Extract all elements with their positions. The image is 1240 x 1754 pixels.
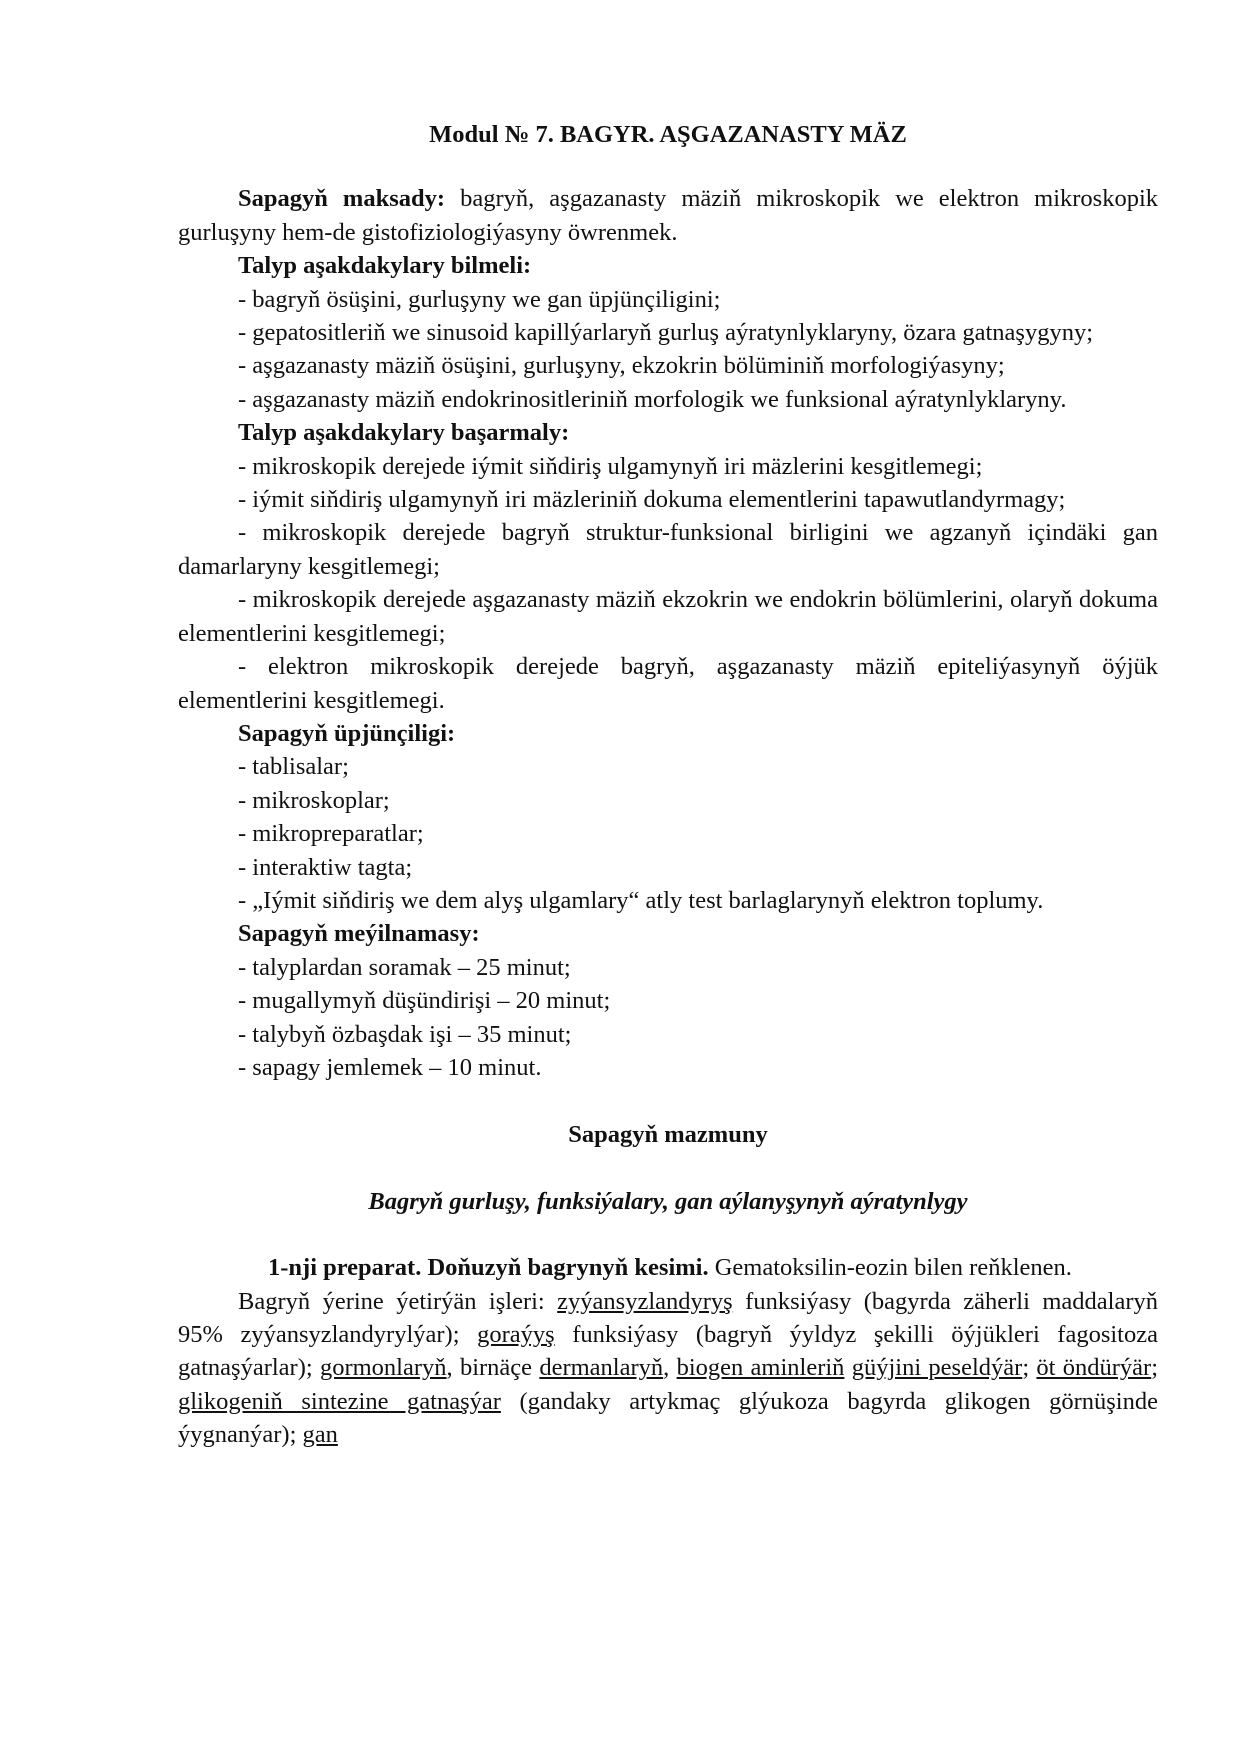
list-item: - mikroskopik derejede bagryň struktur-funksional birligini we agzanyň içindäki gan damarlaryny kesgitlemegi;: [178, 519, 1158, 580]
must-do-heading: Talyp aşakdakylary başarmaly:: [238, 419, 570, 447]
list-item: - aşgazanasty mäziň endokrinositleriniň morfologik we funksional aýratynlyklaryny.: [238, 385, 1067, 413]
goal-text: bagryň, aşgazanasty mäziň mikroskopik we elektron mikroskopik gurluşyny hem-de gistofiziologiýasyny öwrenmek.: [178, 185, 1158, 246]
list-item: - iýmit siňdiriş ulgamynyň iri mäzleriniň dokuma elementlerini tapawutlandyrmagy;: [238, 486, 1066, 514]
preparat-paragraph: [178, 1251, 1158, 1284]
preparat-label: 1-nji preparat. Doňuzyň bagrynyň kesimi.: [268, 1254, 709, 1282]
must-know-heading: Talyp aşakdakylary bilmeli:: [238, 252, 532, 280]
underlined-term: güýjini peseldýär: [851, 1354, 1023, 1382]
underlined-term: biogen aminleriň: [676, 1354, 845, 1382]
content-heading: Sapagyň mazmuny: [568, 1121, 768, 1149]
list-item: - interaktiw tagta;: [238, 853, 413, 881]
list-item: - mikroskoplar;: [238, 786, 390, 814]
underlined-term: gan: [302, 1421, 338, 1449]
paragraph-text: Bagryň ýerine ýetirýän işleri:: [238, 1287, 558, 1315]
list-item: - mikropreparatlar;: [238, 820, 424, 848]
paragraph-text: [844, 1354, 851, 1381]
functions-paragraph: [178, 1285, 1158, 1452]
list-item: - bagryň ösüşini, gurluşyny we gan üpjünçiligini;: [238, 285, 721, 313]
list-item: - talybyň özbaşdak işi – 35 minut;: [238, 1020, 572, 1048]
underlined-term: gormonlaryň: [319, 1354, 447, 1382]
section-heading: Bagryň gurluşy, funksiýalary, gan aýlanyşynyň aýratynlygy: [368, 1187, 968, 1215]
list-item: - „Iýmit siňdiriş we dem alyş ulgamlary“ atly test barlaglarynyň elektron toplumy.: [238, 886, 1044, 914]
document-body: [178, 118, 1158, 1452]
list-item: - talyplardan soramak – 25 minut;: [238, 953, 571, 981]
preparat-text: Gematoksilin-eozin bilen reňklenen.: [708, 1254, 1072, 1282]
list-item: - aşgazanasty mäziň ösüşini, gurluşyny, ekzokrin bölüminiň morfologiýasyny;: [238, 352, 1005, 380]
paragraph-text: funksiýasy (bagryň ýyldyz şekilli öýjükleri fagositoza gatnaşýarlar);: [178, 1321, 1158, 1382]
underlined-term: zyýansyzlandyryş: [557, 1287, 733, 1315]
list-item: - mikroskopik derejede iýmit siňdiriş ulgamynyň iri mäzlerini kesgitlemegi;: [238, 452, 983, 480]
goal-paragraph: [178, 182, 1158, 249]
list-item: - sapagy jemlemek – 10 minut.: [238, 1053, 542, 1081]
list-item: - gepatositleriň we sinusoid kapillýarlaryň gurluş aýratynlyklaryny, özara gatnaşygyny;: [238, 319, 1093, 347]
underlined-term: dermanlaryň: [539, 1354, 664, 1382]
paragraph-text: (gandaky artykmaç glýukoza bagyrda glikogen görnüşinde ýygnanýar);: [178, 1387, 1158, 1449]
page-title: Modul № 7. BAGYR. AŞGAZANASTY MÄZ: [429, 121, 907, 148]
paragraph-text: funksiýasy (bagyrda zäherli maddalaryň 95% zyýansyzlandyrylýar);: [178, 1287, 1158, 1348]
goal-label: Sapagyň maksady:: [238, 185, 446, 213]
paragraph-text: ;: [1151, 1354, 1159, 1382]
list-item: - tablisalar;: [238, 753, 349, 781]
list-item: - mugallymyň düşündirişi – 20 minut;: [238, 987, 611, 1015]
paragraph-text: , birnäçe: [446, 1354, 540, 1382]
plan-heading: Sapagyň meýilnamasy:: [238, 920, 480, 948]
supply-heading: Sapagyň üpjünçiligi:: [238, 719, 456, 747]
list-item: - elektron mikroskopik derejede bagryň, aşgazanasty mäziň epiteliýasynyň öýjük elementlerini kesgitlemegi.: [178, 653, 1158, 714]
paragraph-text: ;: [1022, 1354, 1037, 1382]
underlined-term: öt öndürýär: [1036, 1354, 1152, 1382]
underlined-term: glikogeniň sintezine gatnaşýar: [178, 1387, 501, 1415]
paragraph-text: ,: [663, 1354, 677, 1382]
underlined-term: goraýyş: [477, 1321, 555, 1348]
list-item: - mikroskopik derejede aşgazanasty mäziň ekzokrin we endokrin bölümlerini, olaryň dokuma elementlerini kesgitlemegi;: [178, 586, 1158, 647]
